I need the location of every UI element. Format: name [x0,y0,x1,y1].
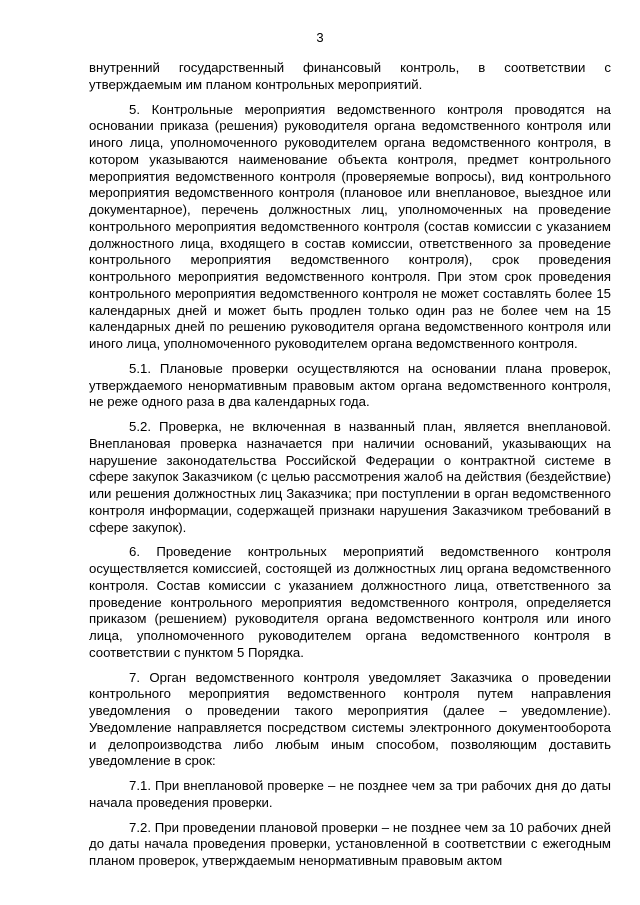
paragraph-7-2: 7.2. При проведении плановой проверки – не позднее чем за 10 рабочих дней до даты начала проведения проверки, установленной в соответствии с ежегодным планом проверок, утверждаемым ненормативным правовым актом [89,819,611,868]
paragraph-7: 7. Орган ведомственного контроля уведомляет Заказчика о проведении контрольного мероприятия ведомственного контроля путем направления уведомления о проведении такого мероприятия (далее – уведомление). Уведомление направляется посредством системы электронного документооборота и делопроизводства либо любым иным способом, позволяющим доставить уведомление в срок: [89,669,611,769]
paragraph-5-2: 5.2. Проверка, не включенная в названный план, является внеплановой. Внеплановая проверка назначается при наличии оснований, указывающих на нарушение законодательства Российской Федерации о контрактной системе в сфере закупок Заказчиком (с целью рассмотрения жалоб на действия (бездействие) или решения должностных лиц Заказчика; при поступлении в орган ведомственного контроля информации, содержащей признаки нарушения Заказчиком требований в сфере закупок). [89,419,611,535]
page-number: 3 [316,30,324,45]
paragraph-5: 5. Контрольные мероприятия ведомственного контроля проводятся на основании приказа (решения) руководителя органа ведомственного контроля или иного лица, уполномоченного руководителем органа ведомственного контроля, в котором указываются наименование объекта контроля, предмет контрольного мероприятия ведомственного контроля (проверяемые вопросы), вид контрольного мероприятия ведомственного контроля (плановое или внеплановое, выездное или документарное), перечень должностных лиц, уполномоченных на проведение контрольного мероприятия ведомственного контроля (состав комиссии с указанием должностного лица, входящего в состав комиссии, ответственного за проведение контрольного мероприятия ведомственного контроля), срок проведения контрольного мероприятия ведомственного контроля. При этом срок проведения контрольного мероприятия ведомственного контроля не может составлять более 15 календарных дней и может быть продлен только один раз не более чем на 15 календарных дней по решению руководителя органа ведомственного контроля или иного лица, уполномоченного руководителем органа ведомственного контроля. [89,101,611,351]
paragraph-6: 6. Проведение контрольных мероприятий ведомственного контроля осуществляется комиссией, состоящей из должностных лиц органа ведомственного контроля. Состав комиссии с указанием должностного лица, ответственного за проведение контрольного мероприятия ведомственного контроля, определяется приказом (решением) руководителя органа ведомственного контроля или иного лица, уполномоченного руководителем органа ведомственного контроля в соответствии с пунктом 5 Порядка. [89,544,611,660]
paragraph-continuation: внутренний государственный финансовый контроль, в соответствии с утверждаемым им планом контрольных мероприятий. [89,60,611,92]
paragraph-5-1: 5.1. Плановые проверки осуществляются на основании плана проверок, утверждаемого ненормативным правовым актом органа ведомственного контроля, не реже одного раза в два календарных года. [89,360,611,410]
paragraph-7-1: 7.1. При внеплановой проверке – не позднее чем за три рабочих дня до даты начала проведения проверки. [89,778,611,810]
document-body [89,60,611,878]
